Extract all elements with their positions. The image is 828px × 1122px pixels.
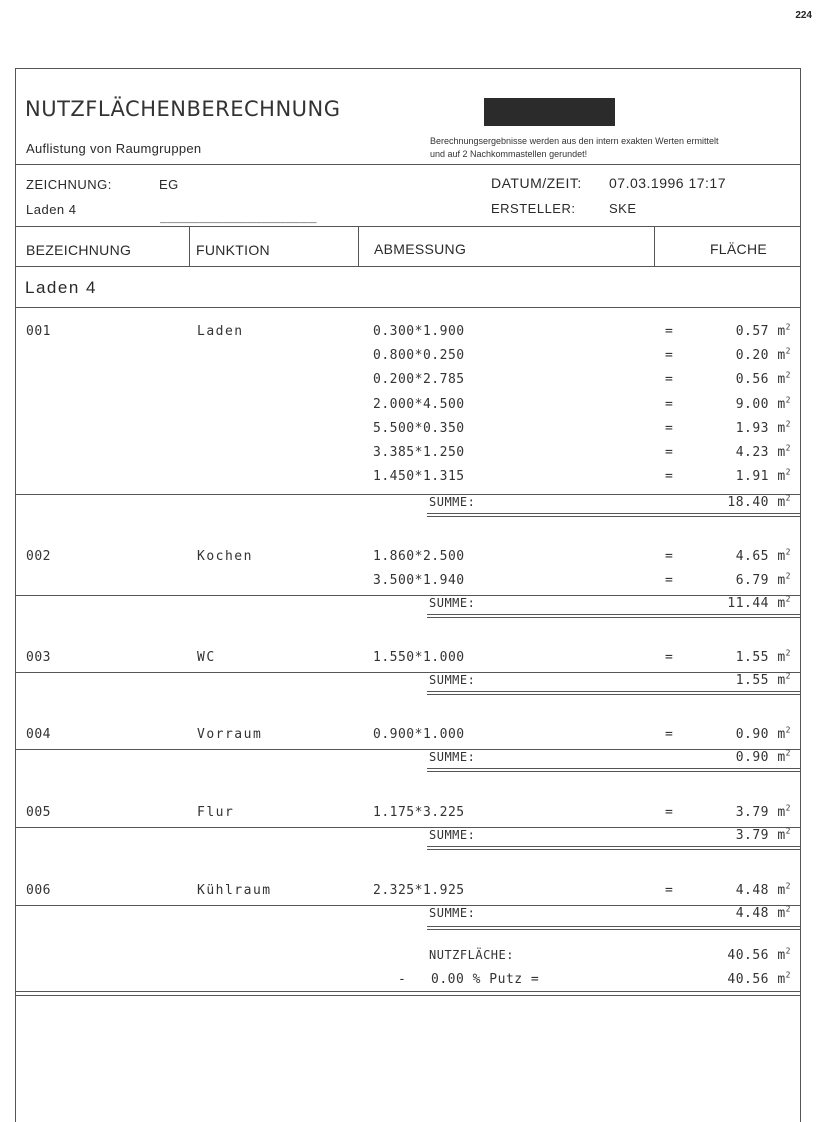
table-row: [16, 549, 800, 573]
equals-sign: =: [665, 883, 674, 898]
column-header-bezeichnung: BEZEICHNUNG: [26, 242, 132, 258]
table-row: [16, 445, 800, 469]
sum-underline: [427, 768, 800, 769]
sum-label: SUMME:: [429, 673, 476, 687]
area-value: 9.00 $m^2$: [735, 395, 791, 412]
column-header-flaeche: FLÄCHE: [709, 241, 767, 257]
nutzflaeche-value: 40.56 $m^2$: [727, 946, 791, 963]
column-separator: [654, 226, 655, 266]
page-number: 224: [795, 10, 812, 21]
dimension: 1.450*1.315: [373, 469, 465, 484]
table-row: [16, 805, 800, 829]
column-header-abmessung: ABMESSUNG: [374, 241, 467, 257]
dimension: 0.900*1.000: [373, 727, 465, 742]
table-row: [16, 324, 800, 348]
calculation-sheet: [15, 68, 801, 1122]
room-code: 004: [26, 727, 51, 742]
dimension: 1.175*3.225: [373, 805, 465, 820]
equals-sign: =: [665, 549, 674, 564]
sum-value: 11.44 $m^2$: [727, 594, 791, 611]
sum-label: SUMME:: [429, 906, 476, 920]
room-function: Kochen: [197, 549, 253, 564]
equals-sign: =: [665, 727, 674, 742]
area-value: 1.91 $m^2$: [735, 467, 791, 484]
room-code: 005: [26, 805, 51, 820]
dimension: 3.500*1.940: [373, 573, 465, 588]
sum-underline: [427, 929, 800, 930]
table-row: [16, 573, 800, 597]
area-value: 6.79 $m^2$: [735, 571, 791, 588]
table-row: [16, 421, 800, 445]
equals-sign: =: [665, 445, 674, 460]
sum-underline: [427, 846, 800, 847]
room-function: WC: [197, 650, 216, 665]
sum-underline: [427, 617, 800, 618]
room-function: Laden: [197, 324, 244, 339]
sum-label: SUMME:: [429, 495, 476, 509]
equals-sign: =: [665, 324, 674, 339]
sum-underline: [427, 691, 800, 692]
dimension: 0.300*1.900: [373, 324, 465, 339]
area-value: 0.56 $m^2$: [735, 370, 791, 387]
zeichnung-underline: ____________________: [160, 209, 317, 224]
putz-dash: -: [398, 972, 407, 987]
room-code: 002: [26, 549, 51, 564]
table-row: [16, 469, 800, 493]
column-separator: [189, 226, 190, 266]
ersteller-label: ERSTELLER:: [491, 201, 576, 216]
sum-underline: [427, 694, 800, 695]
dimension: 2.000*4.500: [373, 397, 465, 412]
room-function: Kühlraum: [197, 883, 272, 898]
area-value: 0.57 $m^2$: [735, 322, 791, 339]
sum-value: 0.90 $m^2$: [735, 748, 791, 765]
sum-underline: [427, 849, 800, 850]
divider: [16, 266, 800, 267]
area-value: 4.23 $m^2$: [735, 443, 791, 460]
equals-sign: =: [665, 469, 674, 484]
dimension: 0.800*0.250: [373, 348, 465, 363]
sum-value: 4.48 $m^2$: [735, 904, 791, 921]
equals-sign: =: [665, 573, 674, 588]
equals-sign: =: [665, 421, 674, 436]
rounding-note-line2: und auf 2 Nachkommastellen gerundet!: [430, 149, 588, 159]
area-value: 4.65 $m^2$: [735, 547, 791, 564]
area-value: 0.20 $m^2$: [735, 346, 791, 363]
zeichnung-line2: Laden 4: [26, 202, 77, 217]
equals-sign: =: [665, 650, 674, 665]
sum-value: 18.40 $m^2$: [727, 493, 791, 510]
nutzflaeche-label: NUTZFLÄCHE:: [429, 948, 514, 962]
divider: [16, 164, 800, 165]
area-value: 1.55 $m^2$: [735, 648, 791, 665]
sum-value: 1.55 $m^2$: [735, 671, 791, 688]
dimension: 1.860*2.500: [373, 549, 465, 564]
sum-label: SUMME:: [429, 750, 476, 764]
putz-value: 40.56 $m^2$: [727, 970, 791, 987]
room-code: 006: [26, 883, 51, 898]
total-row: [16, 948, 800, 972]
total-underline: [16, 995, 800, 996]
table-row: [16, 348, 800, 372]
rounding-note: [430, 135, 719, 161]
divider: [16, 307, 800, 308]
dimension: 3.385*1.250: [373, 445, 465, 460]
table-row: [16, 397, 800, 421]
sum-underline: [427, 926, 800, 927]
dimension: 0.200*2.785: [373, 372, 465, 387]
zeichnung-value: EG: [159, 177, 179, 192]
divider: [16, 226, 800, 227]
zeichnung-label: ZEICHNUNG:: [26, 177, 112, 192]
dimension: 1.550*1.000: [373, 650, 465, 665]
sum-label: SUMME:: [429, 596, 476, 610]
document-subtitle: Auflistung von Raumgruppen: [26, 141, 202, 156]
redaction-box: [484, 98, 615, 126]
group-title: Laden 4: [25, 278, 97, 297]
dimension: 2.325*1.925: [373, 883, 465, 898]
datum-label: DATUM/ZEIT:: [491, 175, 582, 191]
rounding-note-line1: Berechnungsergebnisse werden aus den intern exakten Werten ermittelt: [430, 136, 719, 146]
table-row: [16, 727, 800, 751]
equals-sign: =: [665, 397, 674, 412]
room-code: 001: [26, 324, 51, 339]
sum-label: SUMME:: [429, 828, 476, 842]
document-title: NUTZFLÄCHENBERECHNUNG: [25, 97, 341, 121]
sum-value: 3.79 $m^2$: [735, 826, 791, 843]
room-code: 003: [26, 650, 51, 665]
sum-underline: [427, 614, 800, 615]
equals-sign: =: [665, 372, 674, 387]
dimension: 5.500*0.350: [373, 421, 465, 436]
total-underline: [16, 991, 800, 992]
area-value: 4.48 $m^2$: [735, 881, 791, 898]
table-row: [16, 883, 800, 907]
area-value: 3.79 $m^2$: [735, 803, 791, 820]
area-value: 1.93 $m^2$: [735, 419, 791, 436]
putz-row: [16, 972, 800, 996]
ersteller-value: SKE: [609, 201, 637, 216]
table-row: [16, 372, 800, 396]
column-header-funktion: FUNKTION: [196, 242, 270, 258]
table-row: [16, 650, 800, 674]
datum-value: 07.03.1996 17:17: [609, 175, 726, 191]
column-separator: [358, 226, 359, 266]
equals-sign: =: [665, 805, 674, 820]
sum-underline: [427, 516, 800, 517]
equals-sign: =: [665, 348, 674, 363]
room-function: Vorraum: [197, 727, 263, 742]
putz-label: 0.00 % Putz =: [431, 972, 540, 987]
sum-underline: [427, 513, 800, 514]
area-value: 0.90 $m^2$: [735, 725, 791, 742]
sum-underline: [427, 771, 800, 772]
room-function: Flur: [197, 805, 235, 820]
